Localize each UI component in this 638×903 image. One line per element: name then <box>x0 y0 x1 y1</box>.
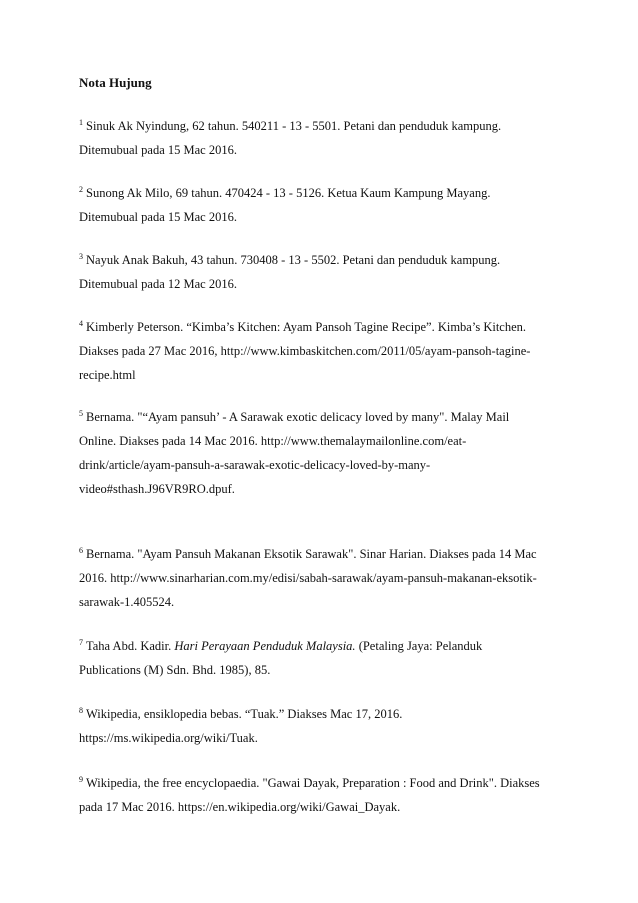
footnote-text: Wikipedia, ensiklopedia bebas. “Tuak.” Diakses Mac 17, 2016. <box>86 707 403 721</box>
book-title: Hari Perayaan Penduduk Malaysia. <box>174 639 356 653</box>
footnote-text: Kimberly Peterson. “Kimba’s Kitchen: Ayam Pansoh Tagine Recipe”. Kimba’s Kitchen. <box>86 320 527 334</box>
footnote-4 <box>79 312 549 387</box>
footnote-number: 7 <box>79 638 83 647</box>
footnote-number: 9 <box>79 775 83 784</box>
footnote-text: Bernama. "“Ayam pansuh’ - A Sarawak exotic delicacy loved by many". Malay Mail <box>86 410 510 424</box>
footnote-number: 6 <box>79 546 83 555</box>
footnote-text: Taha Abd. Kadir. <box>86 639 175 653</box>
footnote-text: video#sthash.J96VR9RO.dpuf. <box>79 482 235 496</box>
footnote-9 <box>79 768 549 819</box>
footnote-number: 8 <box>79 706 83 715</box>
footnote-text: Wikipedia, the free encyclopaedia. "Gawai Dayak, Preparation : Food and Drink". Diakses <box>86 776 540 790</box>
footnote-5 <box>79 402 549 501</box>
footnote-text: drink/article/ayam-pansuh-a-sarawak-exotic-delicacy-loved-by-many- <box>79 458 431 472</box>
footnote-text: Diakses pada 27 Mac 2016, http://www.kimbaskitchen.com/2011/05/ayam-pansoh-tagine- <box>79 344 531 358</box>
footnote-number: 5 <box>79 409 83 418</box>
footnote-1 <box>79 111 549 162</box>
footnote-text: Sinuk Ak Nyindung, 62 tahun. 540211 - 13 - 5501. Petani dan penduduk kampung. <box>86 119 502 133</box>
page-heading: Nota Hujung <box>79 75 152 90</box>
footnote-text: Nayuk Anak Bakuh, 43 tahun. 730408 - 13 - 5502. Petani dan penduduk kampung. <box>86 253 501 267</box>
footnote-text: Publications (M) Sdn. Bhd. 1985), 85. <box>79 663 271 677</box>
footnote-number: 4 <box>79 319 83 328</box>
footnote-text: 2016. http://www.sinarharian.com.my/edisi/sabah-sarawak/ayam-pansuh-makanan-eksotik- <box>79 571 537 585</box>
footnote-number: 2 <box>79 185 83 194</box>
footnote-3 <box>79 245 549 296</box>
footnote-text: Ditemubual pada 12 Mac 2016. <box>79 277 237 291</box>
footnote-number: 3 <box>79 252 83 261</box>
footnote-text: Sunong Ak Milo, 69 tahun. 470424 - 13 - 5126. Ketua Kaum Kampung Mayang. <box>86 186 491 200</box>
footnote-text: Online. Diakses pada 14 Mac 2016. http://www.themalaymailonline.com/eat- <box>79 434 467 448</box>
footnote-text: (Petaling Jaya: Pelanduk <box>355 639 483 653</box>
footnote-7 <box>79 631 549 682</box>
footnote-text: Ditemubual pada 15 Mac 2016. <box>79 143 237 157</box>
footnote-text: sarawak-1.405524. <box>79 595 175 609</box>
footnote-text: Bernama. "Ayam Pansuh Makanan Eksotik Sarawak". Sinar Harian. Diakses pada 14 Mac <box>86 547 537 561</box>
footnote-8 <box>79 699 549 750</box>
footnote-text: Ditemubual pada 15 Mac 2016. <box>79 210 237 224</box>
footnote-text: recipe.html <box>79 368 136 382</box>
footnote-text: https://ms.wikipedia.org/wiki/Tuak. <box>79 731 258 745</box>
footnote-text: pada 17 Mac 2016. https://en.wikipedia.org/wiki/Gawai_Dayak. <box>79 800 401 814</box>
footnote-2 <box>79 178 549 229</box>
footnote-6 <box>79 539 549 614</box>
footnote-number: 1 <box>79 118 83 127</box>
